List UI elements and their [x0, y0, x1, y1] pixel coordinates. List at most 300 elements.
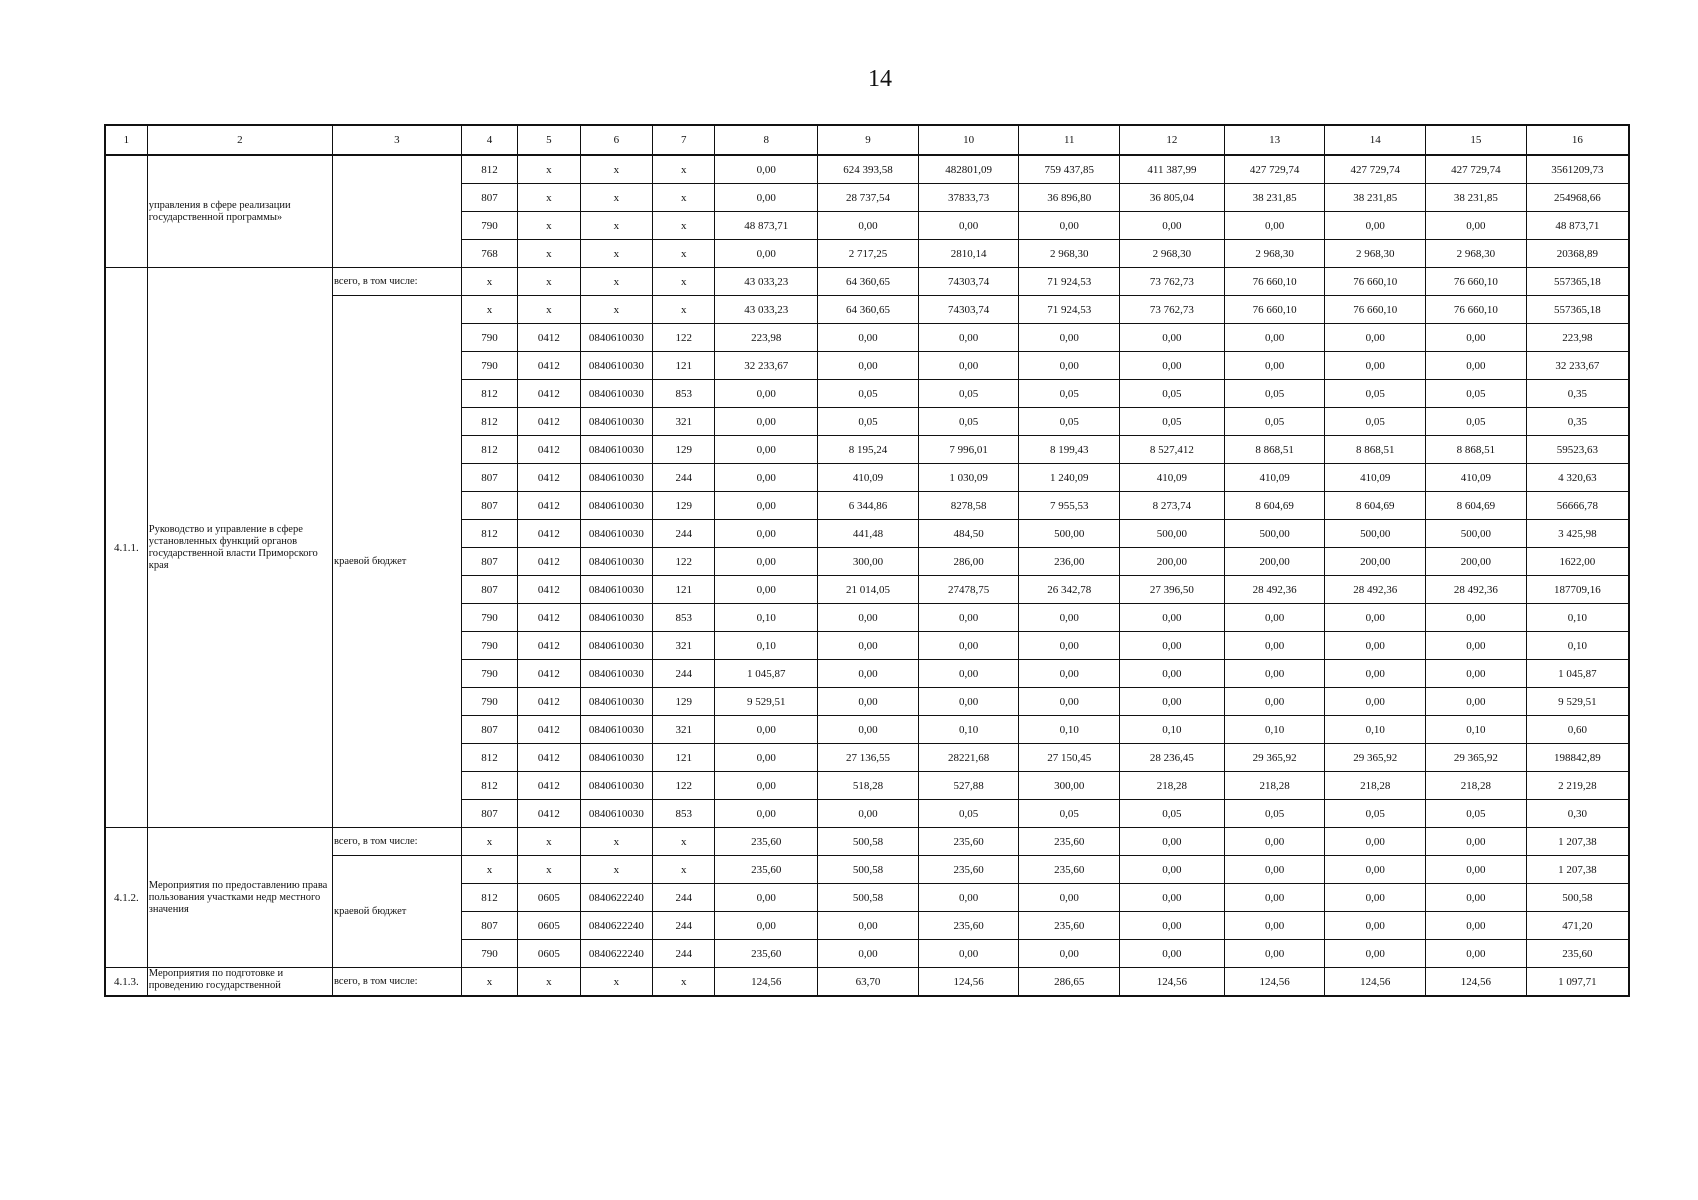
data-cell: 0,00: [1325, 688, 1426, 716]
data-cell: 812: [461, 155, 517, 184]
data-cell: 198842,89: [1526, 744, 1629, 772]
header-cell: 6: [580, 125, 652, 155]
data-cell: 0840610030: [580, 380, 652, 408]
data-cell: 807: [461, 576, 517, 604]
data-cell: 427 729,74: [1325, 155, 1426, 184]
data-cell: 0412: [518, 604, 580, 632]
data-cell: 29 365,92: [1224, 744, 1325, 772]
data-cell: 0,00: [818, 660, 919, 688]
data-cell: 1 045,87: [715, 660, 818, 688]
data-cell: x: [580, 240, 652, 268]
data-cell: 8 604,69: [1224, 492, 1325, 520]
data-cell: 0840610030: [580, 716, 652, 744]
data-cell: 64 360,65: [818, 296, 919, 324]
data-cell: 124,56: [1426, 968, 1527, 997]
data-cell: 0,00: [1120, 352, 1225, 380]
data-cell: 0,00: [818, 912, 919, 940]
data-cell: 624 393,58: [818, 155, 919, 184]
data-cell: 0,05: [1019, 380, 1120, 408]
header-row: [105, 125, 1629, 155]
data-cell: 200,00: [1325, 548, 1426, 576]
data-cell: 0,00: [1325, 660, 1426, 688]
data-cell: 0,00: [818, 940, 919, 968]
data-cell: 0,05: [918, 800, 1019, 828]
data-cell: 235,60: [918, 856, 1019, 884]
data-cell: 807: [461, 912, 517, 940]
data-cell: 0,05: [1120, 380, 1225, 408]
data-cell: 300,00: [1019, 772, 1120, 800]
budget-table-container: [104, 124, 1630, 997]
data-cell: 0,00: [1325, 212, 1426, 240]
data-cell: 0,00: [1426, 828, 1527, 856]
data-cell: x: [518, 968, 580, 997]
data-cell: 500,00: [1019, 520, 1120, 548]
data-cell: 32 233,67: [1526, 352, 1629, 380]
data-cell: 129: [653, 436, 715, 464]
data-cell: 0840610030: [580, 688, 652, 716]
data-cell: 0,00: [818, 352, 919, 380]
data-cell: 21 014,05: [818, 576, 919, 604]
data-cell: x: [518, 828, 580, 856]
data-cell: 76 660,10: [1325, 268, 1426, 296]
data-cell: 235,60: [1526, 940, 1629, 968]
data-cell: 0412: [518, 576, 580, 604]
data-cell: x: [580, 268, 652, 296]
data-cell: 482801,09: [918, 155, 1019, 184]
data-cell: 56666,78: [1526, 492, 1629, 520]
data-cell: 518,28: [818, 772, 919, 800]
data-cell: 26 342,78: [1019, 576, 1120, 604]
data-cell: 321: [653, 632, 715, 660]
data-cell: 8 273,74: [1120, 492, 1225, 520]
funding-source-total: всего, в том числе:: [332, 828, 461, 856]
header-cell: 10: [918, 125, 1019, 155]
data-cell: 0840610030: [580, 800, 652, 828]
data-cell: 0840610030: [580, 632, 652, 660]
data-cell: 0840610030: [580, 604, 652, 632]
data-cell: x: [653, 240, 715, 268]
data-cell: 0,00: [1120, 912, 1225, 940]
data-cell: 0,00: [818, 716, 919, 744]
data-cell: 0,00: [1426, 352, 1527, 380]
data-cell: 76 660,10: [1426, 296, 1527, 324]
data-cell: 0,10: [1526, 604, 1629, 632]
data-cell: 0,00: [818, 324, 919, 352]
data-cell: x: [580, 184, 652, 212]
data-cell: 812: [461, 520, 517, 548]
header-cell: 1: [105, 125, 147, 155]
data-cell: 28 236,45: [1120, 744, 1225, 772]
data-cell: 235,60: [1019, 828, 1120, 856]
data-cell: 0,00: [818, 800, 919, 828]
data-cell: 187709,16: [1526, 576, 1629, 604]
data-cell: 0,00: [715, 800, 818, 828]
data-cell: 0,00: [1426, 324, 1527, 352]
data-cell: 790: [461, 940, 517, 968]
data-cell: 3 425,98: [1526, 520, 1629, 548]
data-cell: x: [518, 856, 580, 884]
data-cell: 27 136,55: [818, 744, 919, 772]
data-cell: 0,00: [1325, 940, 1426, 968]
data-cell: 0,00: [918, 212, 1019, 240]
data-cell: 28 492,36: [1224, 576, 1325, 604]
data-cell: 0,00: [1325, 324, 1426, 352]
data-cell: 0,00: [918, 688, 1019, 716]
data-cell: 1 207,38: [1526, 828, 1629, 856]
data-cell: 0,00: [715, 520, 818, 548]
data-cell: 812: [461, 772, 517, 800]
data-cell: 0,00: [1426, 604, 1527, 632]
data-cell: 0,00: [715, 548, 818, 576]
data-cell: 59523,63: [1526, 436, 1629, 464]
data-cell: 1622,00: [1526, 548, 1629, 576]
data-cell: 1 240,09: [1019, 464, 1120, 492]
data-cell: 1 045,87: [1526, 660, 1629, 688]
data-cell: 124,56: [1325, 968, 1426, 997]
data-cell: 235,60: [715, 856, 818, 884]
data-cell: x: [518, 240, 580, 268]
page-number: 14: [868, 66, 892, 92]
data-cell: 0,00: [918, 940, 1019, 968]
data-cell: 76 660,10: [1325, 296, 1426, 324]
data-cell: 0,10: [715, 632, 818, 660]
data-cell: 0,00: [1325, 632, 1426, 660]
data-cell: x: [461, 296, 517, 324]
data-cell: 807: [461, 716, 517, 744]
data-cell: 790: [461, 352, 517, 380]
data-cell: 0,00: [1325, 828, 1426, 856]
data-cell: 0,00: [715, 464, 818, 492]
data-cell: 0840610030: [580, 548, 652, 576]
data-cell: 2 968,30: [1325, 240, 1426, 268]
data-cell: 244: [653, 520, 715, 548]
data-cell: 0,00: [1120, 632, 1225, 660]
header-cell: 5: [518, 125, 580, 155]
section-number: 4.1.2.: [105, 828, 147, 968]
data-cell: 0,00: [918, 632, 1019, 660]
data-cell: 0,00: [1019, 688, 1120, 716]
data-cell: 0840610030: [580, 352, 652, 380]
header-cell: 2: [147, 125, 332, 155]
data-cell: 0,00: [1019, 940, 1120, 968]
data-cell: 1 207,38: [1526, 856, 1629, 884]
data-cell: x: [461, 268, 517, 296]
data-cell: 0,00: [1120, 660, 1225, 688]
data-cell: 0,00: [715, 576, 818, 604]
data-cell: 0,00: [1325, 604, 1426, 632]
data-cell: 0,00: [715, 492, 818, 520]
data-cell: 0,00: [1325, 352, 1426, 380]
funding-source-regional: краевой бюджет: [332, 856, 461, 968]
section-name: Мероприятия по подготовке и проведению государственной: [147, 968, 332, 997]
data-cell: 36 896,80: [1019, 184, 1120, 212]
data-cell: 0,00: [715, 716, 818, 744]
data-cell: x: [653, 184, 715, 212]
data-cell: 484,50: [918, 520, 1019, 548]
data-cell: 0,00: [918, 352, 1019, 380]
data-cell: 500,58: [818, 884, 919, 912]
data-cell: 0,05: [818, 380, 919, 408]
data-cell: 0,00: [918, 884, 1019, 912]
data-cell: 48 873,71: [1526, 212, 1629, 240]
data-cell: 0,10: [1120, 716, 1225, 744]
data-cell: 38 231,85: [1325, 184, 1426, 212]
data-cell: 0,35: [1526, 380, 1629, 408]
data-cell: 0,10: [1019, 716, 1120, 744]
funding-source-empty: [332, 155, 461, 268]
header-cell: 16: [1526, 125, 1629, 155]
data-cell: 0,00: [1224, 688, 1325, 716]
data-cell: 121: [653, 744, 715, 772]
data-cell: 0,00: [1120, 940, 1225, 968]
data-cell: 2 219,28: [1526, 772, 1629, 800]
data-cell: 71 924,53: [1019, 268, 1120, 296]
data-cell: 74303,74: [918, 268, 1019, 296]
data-cell: 0412: [518, 744, 580, 772]
data-cell: 410,09: [1426, 464, 1527, 492]
data-cell: 500,00: [1325, 520, 1426, 548]
data-cell: 218,28: [1120, 772, 1225, 800]
data-cell: 235,60: [918, 912, 1019, 940]
data-cell: 0,10: [1224, 716, 1325, 744]
data-cell: 121: [653, 576, 715, 604]
data-cell: x: [653, 968, 715, 997]
data-cell: 0,05: [1426, 800, 1527, 828]
data-cell: 0,00: [1426, 632, 1527, 660]
data-cell: x: [518, 184, 580, 212]
data-cell: 0412: [518, 324, 580, 352]
data-cell: 759 437,85: [1019, 155, 1120, 184]
data-cell: 768: [461, 240, 517, 268]
data-cell: 0605: [518, 940, 580, 968]
data-cell: 28221,68: [918, 744, 1019, 772]
data-cell: 0,05: [1120, 408, 1225, 436]
data-cell: 0,00: [1019, 324, 1120, 352]
data-cell: 812: [461, 380, 517, 408]
data-cell: 218,28: [1426, 772, 1527, 800]
data-cell: 0,00: [1120, 324, 1225, 352]
data-cell: 300,00: [818, 548, 919, 576]
data-cell: 0840610030: [580, 520, 652, 548]
data-cell: 0840610030: [580, 772, 652, 800]
data-cell: 410,09: [1325, 464, 1426, 492]
data-cell: 0,00: [818, 604, 919, 632]
data-cell: 0,00: [1019, 884, 1120, 912]
data-cell: 0412: [518, 660, 580, 688]
data-cell: 0,05: [1224, 380, 1325, 408]
data-cell: 321: [653, 716, 715, 744]
data-cell: 2810,14: [918, 240, 1019, 268]
data-cell: 812: [461, 408, 517, 436]
data-cell: 790: [461, 212, 517, 240]
data-cell: 73 762,73: [1120, 296, 1225, 324]
data-cell: 254968,66: [1526, 184, 1629, 212]
table-row: [105, 155, 1629, 184]
header-cell: 9: [818, 125, 919, 155]
data-cell: 7 955,53: [1019, 492, 1120, 520]
data-cell: 0,00: [715, 184, 818, 212]
data-cell: 0412: [518, 436, 580, 464]
data-cell: 8 868,51: [1224, 436, 1325, 464]
data-cell: 0840622240: [580, 912, 652, 940]
data-cell: 0,00: [715, 772, 818, 800]
data-cell: 28 492,36: [1325, 576, 1426, 604]
data-cell: 2 968,30: [1120, 240, 1225, 268]
data-cell: 200,00: [1426, 548, 1527, 576]
data-cell: 0,00: [1019, 604, 1120, 632]
data-cell: 27 150,45: [1019, 744, 1120, 772]
data-cell: 441,48: [818, 520, 919, 548]
data-cell: 124,56: [1120, 968, 1225, 997]
data-cell: 8 527,412: [1120, 436, 1225, 464]
data-cell: 0840610030: [580, 464, 652, 492]
data-cell: 0,35: [1526, 408, 1629, 436]
data-cell: 0,00: [1224, 912, 1325, 940]
table-row: [105, 968, 1629, 997]
data-cell: 286,65: [1019, 968, 1120, 997]
data-cell: 0,00: [1325, 856, 1426, 884]
data-cell: 0,00: [1224, 660, 1325, 688]
data-cell: 790: [461, 632, 517, 660]
data-cell: 0412: [518, 772, 580, 800]
data-cell: 20368,89: [1526, 240, 1629, 268]
data-cell: 0412: [518, 548, 580, 576]
data-cell: 0840622240: [580, 884, 652, 912]
data-cell: 4 320,63: [1526, 464, 1629, 492]
data-cell: 2 717,25: [818, 240, 919, 268]
data-cell: 76 660,10: [1224, 296, 1325, 324]
data-cell: 244: [653, 940, 715, 968]
data-cell: 0605: [518, 884, 580, 912]
data-cell: 0,00: [1224, 940, 1325, 968]
header-cell: 4: [461, 125, 517, 155]
data-cell: 38 231,85: [1224, 184, 1325, 212]
table-row: [105, 268, 1629, 296]
section-name: Руководство и управление в сфере установленных функций органов государственной власти Приморского края: [147, 268, 332, 828]
header-cell: 14: [1325, 125, 1426, 155]
data-cell: x: [461, 968, 517, 997]
data-cell: 0,00: [1325, 884, 1426, 912]
data-cell: 218,28: [1325, 772, 1426, 800]
data-cell: 0,00: [715, 408, 818, 436]
data-cell: x: [580, 828, 652, 856]
section-name: Мероприятия по предоставлению права пользования участками недр местного значения: [147, 828, 332, 968]
data-cell: 807: [461, 548, 517, 576]
data-cell: 235,60: [715, 828, 818, 856]
data-cell: 0,00: [1120, 828, 1225, 856]
data-cell: 7 996,01: [918, 436, 1019, 464]
data-cell: x: [518, 296, 580, 324]
data-cell: 0,00: [1426, 856, 1527, 884]
data-cell: 124,56: [1224, 968, 1325, 997]
section-number: 4.1.3.: [105, 968, 147, 997]
data-cell: 0,00: [1426, 660, 1527, 688]
table-row: [105, 828, 1629, 856]
data-cell: 0,00: [918, 324, 1019, 352]
section-number: 4.1.1.: [105, 268, 147, 828]
data-cell: x: [653, 155, 715, 184]
header-cell: 15: [1426, 125, 1527, 155]
data-cell: 853: [653, 604, 715, 632]
data-cell: 27 396,50: [1120, 576, 1225, 604]
data-cell: 8 604,69: [1325, 492, 1426, 520]
data-cell: 244: [653, 660, 715, 688]
data-cell: 48 873,71: [715, 212, 818, 240]
data-cell: 0,00: [1224, 856, 1325, 884]
data-cell: 0,05: [1224, 408, 1325, 436]
data-cell: 807: [461, 800, 517, 828]
data-cell: 790: [461, 660, 517, 688]
data-cell: 0412: [518, 716, 580, 744]
data-cell: 0,05: [818, 408, 919, 436]
data-cell: 37833,73: [918, 184, 1019, 212]
data-cell: 0605: [518, 912, 580, 940]
data-cell: 807: [461, 492, 517, 520]
data-cell: 807: [461, 184, 517, 212]
data-cell: 0,00: [715, 380, 818, 408]
data-cell: x: [518, 155, 580, 184]
data-cell: 500,58: [1526, 884, 1629, 912]
data-cell: 557365,18: [1526, 296, 1629, 324]
data-cell: 0,00: [1224, 884, 1325, 912]
data-cell: 0,00: [1224, 632, 1325, 660]
data-cell: 0,00: [715, 884, 818, 912]
data-cell: 2 968,30: [1426, 240, 1527, 268]
data-cell: 500,00: [1224, 520, 1325, 548]
data-cell: 76 660,10: [1224, 268, 1325, 296]
data-cell: 0840622240: [580, 940, 652, 968]
data-cell: 0,00: [1426, 212, 1527, 240]
data-cell: 0412: [518, 632, 580, 660]
data-cell: 0,00: [1120, 856, 1225, 884]
data-cell: 29 365,92: [1426, 744, 1527, 772]
data-cell: x: [653, 212, 715, 240]
data-cell: 0840610030: [580, 660, 652, 688]
data-cell: 0412: [518, 408, 580, 436]
data-cell: 0412: [518, 492, 580, 520]
data-cell: 427 729,74: [1224, 155, 1325, 184]
data-cell: 0,00: [1426, 884, 1527, 912]
data-cell: 0,00: [818, 632, 919, 660]
data-cell: x: [653, 828, 715, 856]
data-cell: 122: [653, 548, 715, 576]
data-cell: 0,30: [1526, 800, 1629, 828]
data-cell: 235,60: [918, 828, 1019, 856]
data-cell: 9 529,51: [1526, 688, 1629, 716]
data-cell: 38 231,85: [1426, 184, 1527, 212]
data-cell: 0,00: [1325, 912, 1426, 940]
data-cell: x: [461, 828, 517, 856]
data-cell: 0412: [518, 352, 580, 380]
data-cell: 0,00: [715, 912, 818, 940]
data-cell: 410,09: [1224, 464, 1325, 492]
data-cell: 0840610030: [580, 436, 652, 464]
data-cell: 43 033,23: [715, 296, 818, 324]
data-cell: 0,10: [1426, 716, 1527, 744]
funding-source-total: всего, в том числе:: [332, 268, 461, 296]
data-cell: 0840610030: [580, 492, 652, 520]
data-cell: 812: [461, 436, 517, 464]
data-cell: 0,10: [715, 604, 818, 632]
data-cell: 124,56: [715, 968, 818, 997]
header-cell: 8: [715, 125, 818, 155]
data-cell: 0412: [518, 464, 580, 492]
data-cell: 0,00: [1224, 828, 1325, 856]
data-cell: 812: [461, 884, 517, 912]
data-cell: 0,10: [1325, 716, 1426, 744]
data-cell: 235,60: [1019, 912, 1120, 940]
data-cell: 27478,75: [918, 576, 1019, 604]
